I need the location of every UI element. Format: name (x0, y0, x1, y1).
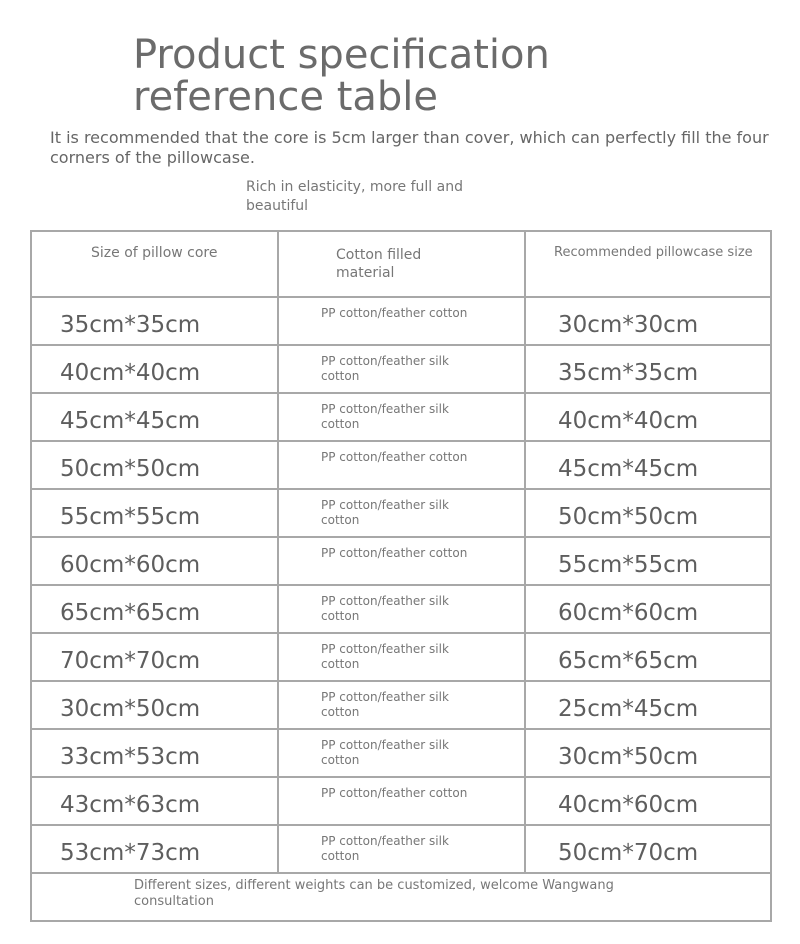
table-footer (32, 872, 770, 920)
core-size-cell (32, 442, 279, 488)
material-value: PP cotton/feather cotton (321, 306, 468, 320)
core-size-value: 43cm*63cm (60, 792, 201, 818)
column-header-material: Cotton filled material (336, 247, 422, 281)
header-cell (526, 232, 770, 296)
core-size-value: 65cm*65cm (60, 600, 201, 626)
table-row (32, 682, 770, 730)
material-value: PP cotton/feather cotton (321, 450, 468, 464)
table-row (32, 730, 770, 778)
core-size-value: 60cm*60cm (60, 552, 201, 578)
pillowcase-size-cell (526, 730, 770, 776)
pillowcase-size-cell (526, 682, 770, 728)
material-value: PP cotton/feather silk cotton (321, 738, 449, 767)
pillowcase-size-cell (526, 442, 770, 488)
pillowcase-size-value: 40cm*60cm (558, 792, 699, 818)
pillowcase-size-cell (526, 298, 770, 344)
core-size-value: 70cm*70cm (60, 648, 201, 674)
material-value: PP cotton/feather silk cotton (321, 402, 449, 431)
pillowcase-size-value: 50cm*70cm (558, 840, 699, 866)
table-row (32, 346, 770, 394)
pillowcase-size-value: 25cm*45cm (558, 696, 699, 722)
material-value: PP cotton/feather silk cotton (321, 354, 449, 383)
material-value: PP cotton/feather silk cotton (321, 594, 449, 623)
core-size-value: 50cm*50cm (60, 456, 201, 482)
core-size-cell (32, 538, 279, 584)
pillowcase-size-cell (526, 346, 770, 392)
core-size-cell (32, 586, 279, 632)
core-size-value: 55cm*55cm (60, 504, 201, 530)
core-size-value: 53cm*73cm (60, 840, 201, 866)
pillowcase-size-cell (526, 634, 770, 680)
material-cell (279, 634, 526, 680)
material-cell (279, 442, 526, 488)
pillowcase-size-value: 65cm*65cm (558, 648, 699, 674)
table-header-row (32, 232, 770, 298)
material-cell (279, 730, 526, 776)
pillowcase-size-value: 35cm*35cm (558, 360, 699, 386)
core-size-value: 40cm*40cm (60, 360, 201, 386)
table-row (32, 634, 770, 682)
table-row (32, 442, 770, 490)
material-cell (279, 298, 526, 344)
pillowcase-size-value: 60cm*60cm (558, 600, 699, 626)
recommendation-text: It is recommended that the core is 5cm larger than cover, which can perfectly fill the four corners of the pillowcase. (50, 128, 769, 167)
table-row (32, 394, 770, 442)
material-value: PP cotton/feather cotton (321, 546, 468, 560)
pillowcase-size-cell (526, 538, 770, 584)
core-size-cell (32, 682, 279, 728)
table-row (32, 538, 770, 586)
pillowcase-size-cell (526, 826, 770, 872)
pillowcase-size-value: 30cm*50cm (558, 744, 699, 770)
pillowcase-size-value: 40cm*40cm (558, 408, 699, 434)
material-value: PP cotton/feather silk cotton (321, 834, 449, 863)
header-cell (32, 232, 279, 296)
pillowcase-size-cell (526, 394, 770, 440)
pillowcase-size-cell (526, 586, 770, 632)
pillowcase-size-cell (526, 490, 770, 536)
core-size-value: 30cm*50cm (60, 696, 201, 722)
table-row (32, 298, 770, 346)
material-cell (279, 682, 526, 728)
core-size-value: 45cm*45cm (60, 408, 201, 434)
pillowcase-size-value: 45cm*45cm (558, 456, 699, 482)
material-value: PP cotton/feather silk cotton (321, 690, 449, 719)
material-cell (279, 394, 526, 440)
core-size-cell (32, 778, 279, 824)
material-cell (279, 778, 526, 824)
column-header-pillowcase-size: Recommended pillowcase size (554, 245, 753, 260)
column-header-core-size: Size of pillow core (91, 245, 218, 261)
core-size-value: 35cm*35cm (60, 312, 201, 338)
core-size-cell (32, 634, 279, 680)
pillowcase-size-value: 50cm*50cm (558, 504, 699, 530)
pillowcase-size-value: 30cm*30cm (558, 312, 699, 338)
material-value: PP cotton/feather cotton (321, 786, 468, 800)
material-cell (279, 586, 526, 632)
page-title: Product specification reference table (133, 32, 550, 120)
table-row (32, 586, 770, 634)
core-size-cell (32, 394, 279, 440)
material-cell (279, 346, 526, 392)
material-value: PP cotton/feather silk cotton (321, 642, 449, 671)
core-size-value: 33cm*53cm (60, 744, 201, 770)
material-value: PP cotton/feather silk cotton (321, 498, 449, 527)
material-cell (279, 538, 526, 584)
core-size-cell (32, 490, 279, 536)
material-cell (279, 490, 526, 536)
pillowcase-size-cell (526, 778, 770, 824)
header-cell (279, 232, 526, 296)
spec-table (30, 230, 772, 922)
table-row (32, 778, 770, 826)
elasticity-note: Rich in elasticity, more full and beautiful (246, 179, 463, 214)
customization-note: Different sizes, different weights can be customized, welcome Wangwang consultation (134, 878, 614, 909)
core-size-cell (32, 730, 279, 776)
core-size-cell (32, 298, 279, 344)
core-size-cell (32, 346, 279, 392)
table-row (32, 490, 770, 538)
table-row (32, 826, 770, 874)
pillowcase-size-value: 55cm*55cm (558, 552, 699, 578)
material-cell (279, 826, 526, 872)
core-size-cell (32, 826, 279, 872)
